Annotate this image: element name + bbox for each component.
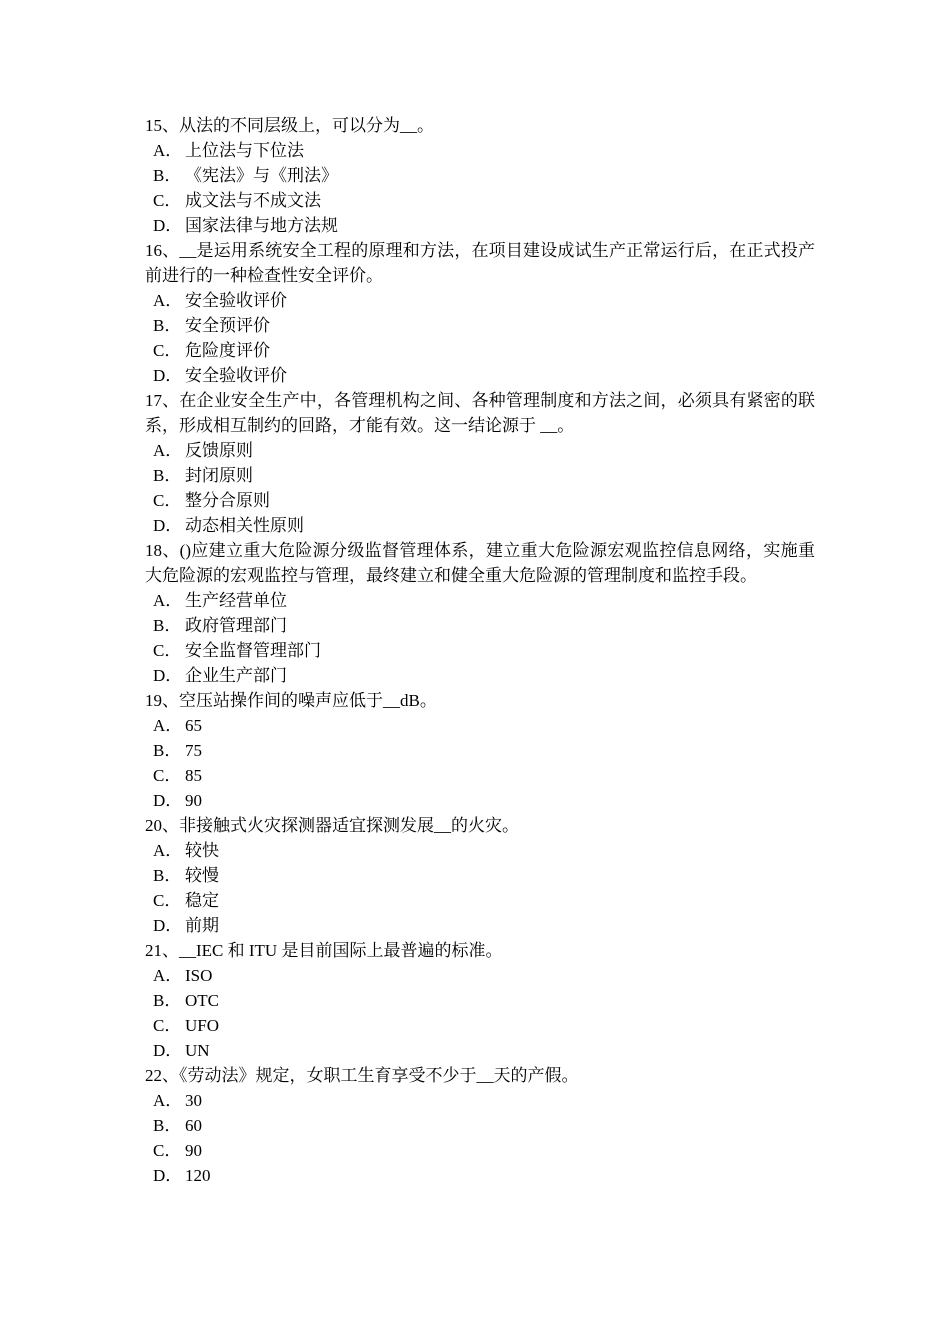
answer-option [153, 363, 815, 388]
answer-option [153, 663, 815, 688]
option-letter: B． [153, 1116, 182, 1135]
answer-option [153, 613, 815, 638]
option-text: 政府管理部门 [185, 616, 287, 635]
question-block [145, 238, 815, 388]
option-text: 国家法律与地方法规 [185, 216, 338, 235]
option-letter: A． [153, 966, 183, 985]
option-letter: D． [153, 1041, 183, 1060]
answer-option [153, 963, 815, 988]
answer-option [153, 463, 815, 488]
answer-option [153, 1088, 815, 1113]
answer-option [153, 913, 815, 938]
option-text: 整分合原则 [185, 491, 270, 510]
option-text: 前期 [185, 916, 219, 935]
answer-option [153, 713, 815, 738]
option-text: 稳定 [185, 891, 219, 910]
option-letter: A． [153, 441, 183, 460]
option-text: 90 [185, 1141, 202, 1160]
answer-option [153, 838, 815, 863]
option-letter: B． [153, 991, 182, 1010]
answer-option [153, 488, 815, 513]
answer-option [153, 788, 815, 813]
answer-option [153, 588, 815, 613]
option-letter: D． [153, 791, 183, 810]
option-letter: D． [153, 666, 183, 685]
option-letter: A． [153, 141, 183, 160]
option-text: UN [185, 1041, 210, 1060]
option-letter: A． [153, 841, 183, 860]
option-letter: B． [153, 316, 182, 335]
option-letter: D． [153, 916, 183, 935]
answer-option [153, 288, 815, 313]
option-letter: C． [153, 891, 182, 910]
question-block [145, 388, 815, 538]
option-letter: C． [153, 191, 182, 210]
option-text: OTC [185, 991, 219, 1010]
answer-option [153, 888, 815, 913]
option-text: 上位法与下位法 [185, 141, 304, 160]
option-letter: C． [153, 1141, 182, 1160]
answer-option [153, 438, 815, 463]
answer-option [153, 1013, 815, 1038]
document-body [145, 113, 815, 1188]
option-letter: B． [153, 866, 182, 885]
answer-option [153, 1038, 815, 1063]
answer-option [153, 988, 815, 1013]
option-text: 30 [185, 1091, 202, 1110]
option-letter: C． [153, 1016, 182, 1035]
question-text: 21、__IEC 和 ITU 是目前国际上最普遍的标准。 [145, 941, 503, 960]
question-block [145, 688, 815, 813]
option-letter: D． [153, 366, 183, 385]
option-text: 120 [185, 1166, 211, 1185]
answer-option [153, 863, 815, 888]
option-letter: B． [153, 166, 182, 185]
answer-option [153, 188, 815, 213]
option-text: 65 [185, 716, 202, 735]
question-text: 17、在企业安全生产中，各管理机构之间、各种管理制度和方法之间，必须具有紧密的联系，形成相互制约的回路，才能有效。这一结论源于 __。 [145, 391, 815, 435]
answer-option [153, 738, 815, 763]
option-text: 较慢 [185, 866, 219, 885]
question-block [145, 113, 815, 238]
option-letter: B． [153, 741, 182, 760]
option-letter: A． [153, 1091, 183, 1110]
option-text: 反馈原则 [185, 441, 253, 460]
option-text: 成文法与不成文法 [185, 191, 321, 210]
question-text: 22、《劳动法》规定，女职工生育享受不少于__天的产假。 [145, 1066, 579, 1085]
answer-option [153, 513, 815, 538]
answer-option [153, 1113, 815, 1138]
question-block [145, 538, 815, 688]
option-letter: A． [153, 716, 183, 735]
option-text: 封闭原则 [185, 466, 253, 485]
option-letter: B． [153, 616, 182, 635]
question-block [145, 813, 815, 938]
answer-option [153, 1163, 815, 1188]
option-letter: B． [153, 466, 182, 485]
option-text: 60 [185, 1116, 202, 1135]
option-text: 安全验收评价 [185, 366, 287, 385]
option-text: 生产经营单位 [185, 591, 287, 610]
question-text: 15、从法的不同层级上，可以分为__。 [145, 116, 434, 135]
option-letter: A． [153, 291, 183, 310]
option-letter: A． [153, 591, 183, 610]
option-letter: C． [153, 341, 182, 360]
option-text: ISO [185, 966, 213, 985]
answer-option [153, 1138, 815, 1163]
option-text: 安全监督管理部门 [185, 641, 321, 660]
option-letter: C． [153, 641, 182, 660]
option-letter: C． [153, 766, 182, 785]
option-text: 安全验收评价 [185, 291, 287, 310]
option-letter: D． [153, 1166, 183, 1185]
option-text: 75 [185, 741, 202, 760]
answer-option [153, 138, 815, 163]
question-text: 19、空压站操作间的噪声应低于__dB。 [145, 691, 437, 710]
question-text: 18、()应建立重大危险源分级监督管理体系，建立重大危险源宏观监控信息网络，实施重大危险源的宏观监控与管理，最终建立和健全重大危险源的管理制度和监控手段。 [145, 541, 815, 585]
question-text: 16、__是运用系统安全工程的原理和方法，在项目建设成试生产正常运行后，在正式投产前进行的一种检查性安全评价。 [145, 241, 815, 285]
option-text: 危险度评价 [185, 341, 270, 360]
answer-option [153, 638, 815, 663]
answer-option [153, 313, 815, 338]
option-letter: D． [153, 216, 183, 235]
option-text: 85 [185, 766, 202, 785]
question-text: 20、非接触式火灾探测器适宜探测发展__的火灾。 [145, 816, 519, 835]
option-text: 安全预评价 [185, 316, 270, 335]
answer-option [153, 163, 815, 188]
option-text: 《宪法》与《刑法》 [185, 166, 338, 185]
answer-option [153, 763, 815, 788]
option-text: 较快 [185, 841, 219, 860]
question-block [145, 938, 815, 1063]
option-text: 企业生产部门 [185, 666, 287, 685]
option-letter: C． [153, 491, 182, 510]
option-text: 90 [185, 791, 202, 810]
option-text: 动态相关性原则 [185, 516, 304, 535]
option-text: UFO [185, 1016, 220, 1035]
answer-option [153, 213, 815, 238]
option-letter: D． [153, 516, 183, 535]
question-block [145, 1063, 815, 1188]
answer-option [153, 338, 815, 363]
